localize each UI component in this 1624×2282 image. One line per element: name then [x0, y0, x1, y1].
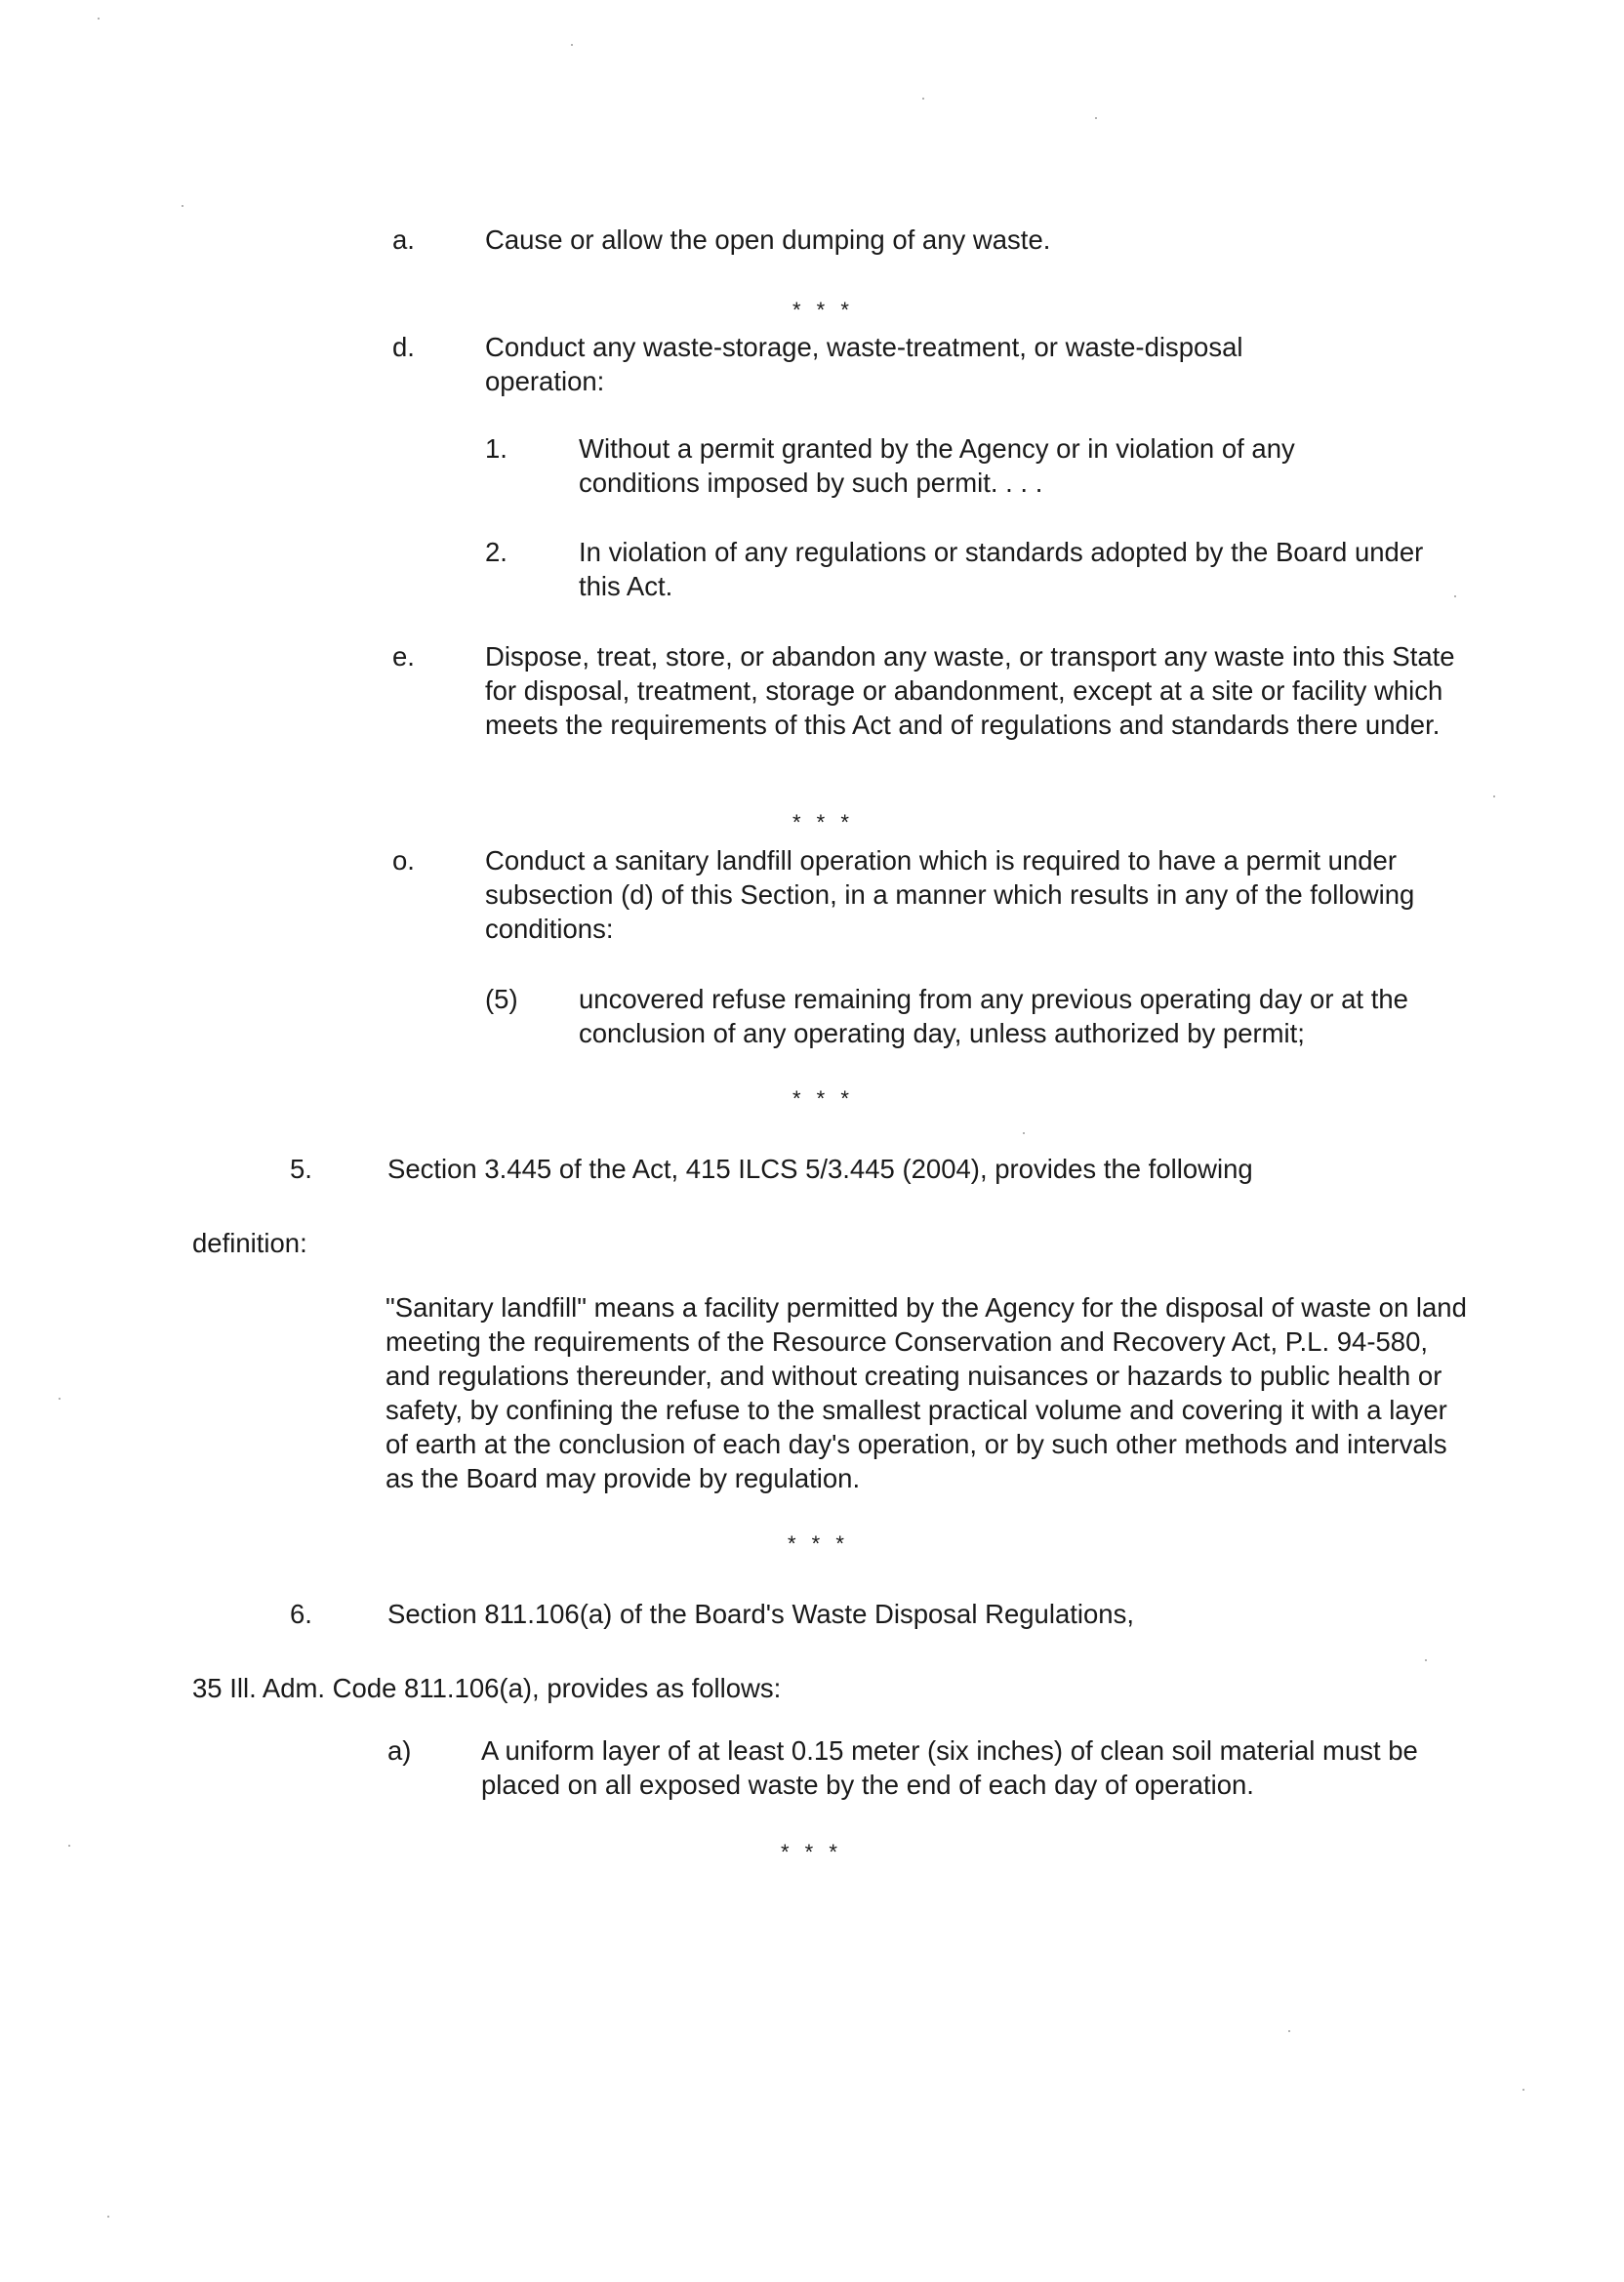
ellipsis-stars-5: * * * [781, 1840, 842, 1864]
paragraph-6-item-marker: a) [387, 1735, 412, 1766]
ellipsis-stars-3: * * * [792, 1086, 854, 1111]
paragraph-6-line2: 35 Ill. Adm. Code 811.106(a), provides as follows: [192, 1673, 782, 1703]
item-o5-text: uncovered refuse remaining from any previous operating day or at the conclusion of any operating day, unless authorized by permit; [579, 984, 1408, 1048]
item-a-marker: a. [392, 224, 415, 255]
item-a-text: Cause or allow the open dumping of any waste. [485, 224, 1051, 255]
item-d-text: Conduct any waste-storage, waste-treatment, or waste-disposal operation: [485, 332, 1243, 396]
item-e-text: Dispose, treat, store, or abandon any waste, or transport any waste into this State for disposal, treatment, storage or abandonment, except at a site or facility which meets the requirements of this Act and of regulations and standards there under. [485, 641, 1455, 740]
ellipsis-stars-4: * * * [788, 1531, 849, 1556]
paragraph-5-number: 5. [290, 1154, 312, 1184]
sanitary-landfill-definition-quote: "Sanitary landfill" means a facility permitted by the Agency for the disposal of waste on land meeting the requirements of the Resource Conservation and Recovery Act, P.L. 94-580, and regulations thereunder, and without creating nuisances or hazards to public health or safety, by confining the refuse to the smallest practical volume and covering it with a layer of earth at the conclusion of each day's operation, or by such other methods and intervals as the Board may provide by regulation. [386, 1292, 1467, 1493]
paragraph-6-number: 6. [290, 1599, 312, 1629]
item-o-text: Conduct a sanitary landfill operation which is required to have a permit under subsection (d) of this Section, in a manner which results in any of the following conditions: [485, 845, 1415, 944]
ellipsis-stars-2: * * * [792, 810, 854, 835]
item-d1-text: Without a permit granted by the Agency or in violation of any conditions imposed by such permit. . . . [579, 433, 1295, 498]
item-d1-marker: 1. [485, 433, 508, 464]
item-d2-marker: 2. [485, 537, 508, 567]
item-e-marker: e. [392, 641, 415, 672]
item-d-marker: d. [392, 332, 415, 362]
item-o-marker: o. [392, 845, 415, 876]
ellipsis-stars-1: * * * [792, 298, 854, 322]
paragraph-5-line1: Section 3.445 of the Act, 415 ILCS 5/3.445 (2004), provides the following [387, 1154, 1253, 1184]
paragraph-6-line1: Section 811.106(a) of the Board's Waste Disposal Regulations, [387, 1599, 1134, 1629]
item-o5-marker: (5) [485, 984, 518, 1014]
item-d2-text: In violation of any regulations or standards adopted by the Board under this Act. [579, 537, 1424, 601]
paragraph-6-item-text: A uniform layer of at least 0.15 meter (six inches) of clean soil material must be placed on all exposed waste by the end of each day of operation. [481, 1735, 1418, 1800]
paragraph-5-line2: definition: [192, 1228, 307, 1258]
